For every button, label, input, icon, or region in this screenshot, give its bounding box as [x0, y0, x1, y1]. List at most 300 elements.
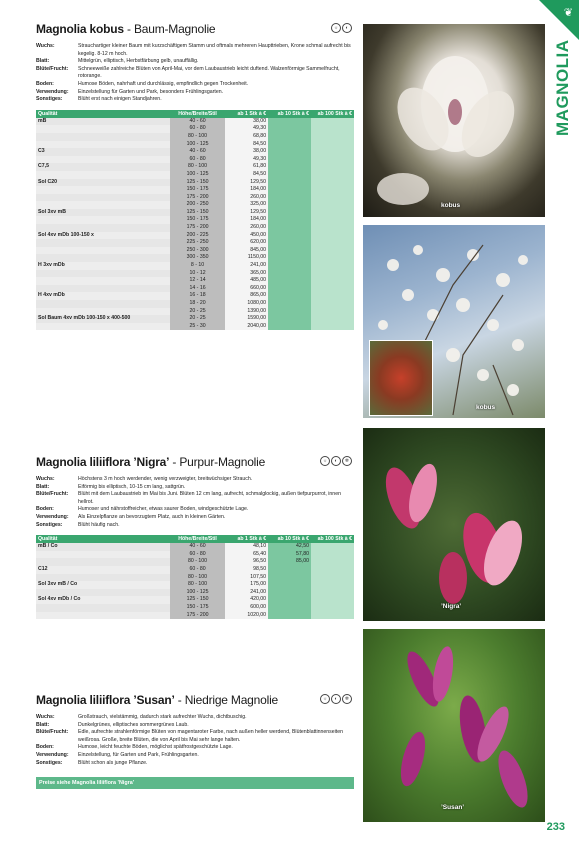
table-cell: [268, 589, 311, 597]
site-icons: [331, 23, 352, 33]
section-magnolia-nigra: [36, 455, 354, 619]
table-cell: [268, 125, 311, 133]
table-row: [36, 270, 354, 278]
info-key: Boden:: [36, 506, 54, 513]
table-cell: 60 - 80: [170, 156, 225, 164]
table-cell: [268, 315, 311, 323]
table-cell: [36, 224, 170, 232]
info-key: Sonstiges:: [36, 96, 63, 103]
table-cell: 865,00: [225, 292, 268, 300]
table-cell: 660,00: [225, 285, 268, 293]
table-cell: 241,00: [225, 589, 268, 597]
table-cell: 38,00: [225, 118, 268, 126]
info-list: [36, 476, 354, 529]
table-cell: 150 - 175: [170, 216, 225, 224]
table-cell: [311, 239, 354, 247]
table-cell: 1590,00: [225, 315, 268, 323]
info-row: [36, 476, 354, 484]
table-cell: 125 - 150: [170, 179, 225, 187]
table-cell: H 3xv mDb: [36, 262, 170, 270]
site-icons: [320, 456, 352, 466]
table-cell: [311, 179, 354, 187]
info-value: Humoser und nährstoffreicher, etwas saurer Boden, windgeschützte Lage.: [78, 506, 249, 513]
column-header: Höhe/Breite/Stil: [170, 535, 225, 543]
table-cell: 65,40: [225, 551, 268, 559]
table-cell: [36, 254, 170, 262]
table-cell: [268, 224, 311, 232]
table-cell: [36, 141, 170, 149]
table-cell: 175 - 200: [170, 224, 225, 232]
table-row: [36, 551, 354, 559]
table-cell: Sol C20: [36, 179, 170, 187]
table-cell: [311, 247, 354, 255]
table-cell: 12 - 14: [170, 277, 225, 285]
table-cell: 100 - 125: [170, 141, 225, 149]
info-value: Blüht mit dem Laubaustrieb im Mai bis Juni. Blüten 12 cm lang, aufrecht, schmalglockig, außen tiefpurpurrot, innen hellrot.: [78, 491, 341, 505]
info-key: Blatt:: [36, 483, 50, 490]
table-cell: 100 - 125: [170, 589, 225, 597]
table-cell: 25 - 30: [170, 323, 225, 331]
table-cell: 365,00: [225, 270, 268, 278]
table-cell: 60 - 80: [170, 551, 225, 559]
table-cell: [311, 118, 354, 126]
table-cell: 1020,00: [225, 612, 268, 620]
table-cell: [311, 148, 354, 156]
table-cell: [268, 262, 311, 270]
table-header: [36, 535, 354, 543]
table-cell: 20 - 25: [170, 315, 225, 323]
table-cell: [36, 171, 170, 179]
info-key: Verwendung:: [36, 88, 69, 95]
table-cell: [268, 118, 311, 126]
table-cell: 96,50: [225, 558, 268, 566]
info-key: Wuchs:: [36, 714, 55, 720]
table-cell: 49,30: [225, 156, 268, 164]
table-cell: [311, 209, 354, 217]
table-cell: [311, 186, 354, 194]
table-cell: [36, 239, 170, 247]
table-cell: [311, 277, 354, 285]
column-header: Qualität: [36, 110, 170, 118]
table-cell: [268, 277, 311, 285]
table-row: [36, 581, 354, 589]
inset-fruit-image: [369, 340, 433, 416]
table-row: [36, 194, 354, 202]
table-row: [36, 558, 354, 566]
info-key: Sonstiges:: [36, 521, 63, 528]
table-cell: [311, 558, 354, 566]
info-row: [36, 522, 354, 530]
table-cell: [36, 216, 170, 224]
table-cell: [311, 574, 354, 582]
info-key: Verwendung:: [36, 513, 69, 520]
table-cell: [311, 216, 354, 224]
table-cell: 241,00: [225, 262, 268, 270]
table-cell: [311, 300, 354, 308]
table-row: [36, 277, 354, 285]
info-key: Verwendung:: [36, 751, 69, 758]
table-row: [36, 186, 354, 194]
info-key: Blüte/Frucht:: [36, 729, 69, 736]
table-cell: [268, 216, 311, 224]
column-header: ab 10 Stk à €: [268, 535, 311, 543]
info-key: Blatt:: [36, 721, 50, 728]
table-cell: 80 - 100: [170, 581, 225, 589]
table-cell: [311, 604, 354, 612]
table-cell: [36, 285, 170, 293]
table-row: [36, 148, 354, 156]
table-cell: [268, 596, 311, 604]
table-cell: 175 - 200: [170, 612, 225, 620]
table-row: [36, 308, 354, 316]
photo-nigra: [363, 428, 545, 621]
table-cell: 10 - 12: [170, 270, 225, 278]
table-row: [36, 315, 354, 323]
table-cell: 40 - 60: [170, 543, 225, 551]
table-cell: [268, 247, 311, 255]
table-cell: [268, 194, 311, 202]
table-cell: [36, 604, 170, 612]
frost-icon: ❄: [342, 456, 352, 466]
table-cell: [311, 194, 354, 202]
table-cell: [268, 323, 311, 331]
info-value: Höchstens 3 m hoch werdender, wenig verzweigter, breitwüchsiger Strauch.: [78, 476, 253, 482]
table-row: [36, 292, 354, 300]
table-cell: [311, 285, 354, 293]
column-header: Höhe/Breite/Stil: [170, 110, 225, 118]
table-cell: 129,50: [225, 209, 268, 217]
table-cell: [311, 589, 354, 597]
info-value: Großstrauch, vielstämmig, dadurch stark aufrechter Wuchs, dichtbuschig.: [78, 714, 247, 720]
table-cell: 325,00: [225, 201, 268, 209]
table-cell: [311, 315, 354, 323]
table-cell: 16 - 18: [170, 292, 225, 300]
table-cell: [311, 254, 354, 262]
half-shade-icon: ◐: [331, 694, 341, 704]
table-row: [36, 604, 354, 612]
table-cell: 1150,00: [225, 254, 268, 262]
page-number: 233: [546, 821, 565, 833]
table-cell: 200 - 250: [170, 201, 225, 209]
info-value: Dunkelgrünes, elliptisches sommergrünes Laub.: [78, 721, 189, 728]
table-cell: 40 - 60: [170, 148, 225, 156]
photo-caption: ’Susan’: [441, 804, 465, 811]
table-cell: 129,50: [225, 179, 268, 187]
photo-kobus-closeup: [363, 24, 545, 217]
table-cell: [268, 285, 311, 293]
table-row: [36, 179, 354, 187]
column-header: Qualität: [36, 535, 170, 543]
table-cell: 80 - 100: [170, 574, 225, 582]
half-shade-icon: ◐: [342, 23, 352, 33]
table-cell: 18 - 20: [170, 300, 225, 308]
table-row: [36, 254, 354, 262]
table-cell: 84,50: [225, 171, 268, 179]
table-cell: 49,30: [225, 125, 268, 133]
table-cell: [36, 612, 170, 620]
table-cell: [311, 323, 354, 331]
info-key: Boden:: [36, 80, 54, 87]
table-row: [36, 239, 354, 247]
table-cell: [268, 292, 311, 300]
info-value: Edle, aufrechte strahlenförmige Blüten von magentaroter Farbe, nach außen heller werdend, Blütenblattinnenseiten weißrosa. Große, breite Blüten, die von April bis Mai sehr lange halten.: [78, 729, 344, 743]
info-row: [36, 506, 354, 514]
info-row: [36, 58, 354, 66]
info-row: [36, 81, 354, 89]
info-value: Einzelstellung für Garten und Park, besonders Frühlingsgarten.: [78, 88, 224, 95]
info-row: [36, 752, 354, 760]
photo-caption: kobus: [476, 404, 496, 411]
table-cell: [268, 308, 311, 316]
table-row: [36, 224, 354, 232]
table-cell: Sol 3xv mB / Co: [36, 581, 170, 589]
table-row: [36, 262, 354, 270]
info-row: [36, 43, 354, 58]
table-row: [36, 141, 354, 149]
info-row: [36, 722, 354, 730]
table-cell: [36, 308, 170, 316]
table-cell: [268, 179, 311, 187]
table-row: [36, 612, 354, 620]
table-cell: [311, 224, 354, 232]
table-cell: [311, 566, 354, 574]
table-cell: 80 - 100: [170, 133, 225, 141]
column-header: ab 1 Stk à €: [225, 110, 268, 118]
table-cell: [36, 551, 170, 559]
table-cell: [311, 133, 354, 141]
table-cell: [311, 612, 354, 620]
table-cell: 250 - 300: [170, 247, 225, 255]
table-cell: [268, 270, 311, 278]
table-cell: [36, 156, 170, 164]
info-key: Blatt:: [36, 58, 50, 65]
info-list: [36, 43, 354, 104]
info-list: [36, 714, 354, 767]
table-row: [36, 247, 354, 255]
price-table: [36, 535, 354, 619]
table-cell: 620,00: [225, 239, 268, 247]
table-cell: [268, 566, 311, 574]
table-row: [36, 285, 354, 293]
info-value: Einzelstellung, für Garten und Park, Frühlingsgarten.: [78, 751, 199, 758]
table-cell: [311, 141, 354, 149]
table-cell: [311, 308, 354, 316]
info-row: [36, 66, 354, 81]
column-header: ab 100 Stk à €: [311, 535, 354, 543]
info-key: Blüte/Frucht:: [36, 491, 69, 498]
sun-icon: ☼: [320, 694, 330, 704]
table-row: [36, 566, 354, 574]
table-cell: [268, 163, 311, 171]
table-cell: [268, 574, 311, 582]
table-cell: [268, 209, 311, 217]
table-row: [36, 216, 354, 224]
table-cell: [268, 156, 311, 164]
table-row: [36, 209, 354, 217]
side-label: MAGNOLIA: [553, 39, 572, 136]
table-cell: Sol 3xv mB: [36, 209, 170, 217]
table-cell: 84,50: [225, 141, 268, 149]
flower-image: [363, 629, 545, 822]
info-row: [36, 484, 354, 492]
info-row: [36, 744, 354, 752]
table-cell: 600,00: [225, 604, 268, 612]
flower-image: [363, 24, 545, 217]
info-value: Strauchartiger kleiner Baum mit kurzschäftigem Stamm und oftmals mehreren Haupttrieben, Krone schmal aufrecht bis kegelig. 8-12 m hoch.: [78, 43, 351, 57]
info-key: Sonstiges:: [36, 759, 63, 766]
table-cell: 38,00: [225, 148, 268, 156]
frost-icon: ❄: [342, 694, 352, 704]
table-cell: Sol Baum 4xv mDb 100-150 x 400-500: [36, 315, 170, 323]
info-row: [36, 514, 354, 522]
table-cell: [268, 239, 311, 247]
table-cell: [36, 247, 170, 255]
table-row: [36, 163, 354, 171]
table-cell: 125 - 150: [170, 596, 225, 604]
table-cell: 184,00: [225, 186, 268, 194]
table-cell: [36, 201, 170, 209]
info-value: Schneeweiße zahlreiche Blüten von April-Mai, vor dem Laubaustrieb leicht duftend. Walzenförmige Sammelfrucht, rotorange.: [78, 65, 340, 80]
table-cell: 420,00: [225, 596, 268, 604]
table-cell: 845,00: [225, 247, 268, 255]
table-cell: [311, 232, 354, 240]
table-cell: [311, 270, 354, 278]
table-cell: 300 - 350: [170, 254, 225, 262]
table-cell: [36, 133, 170, 141]
table-cell: [268, 612, 311, 620]
table-row: [36, 171, 354, 179]
info-value: Humose, leicht feuchte Böden, möglichst spätfrostgeschützte Lage.: [78, 744, 233, 751]
table-cell: mB: [36, 118, 170, 126]
table-cell: 260,00: [225, 224, 268, 232]
info-key: Wuchs:: [36, 476, 55, 482]
table-cell: 150 - 175: [170, 604, 225, 612]
table-cell: 225 - 250: [170, 239, 225, 247]
flower-image: [363, 428, 545, 621]
table-cell: [311, 125, 354, 133]
table-cell: 40 - 60: [170, 118, 225, 126]
info-value: Humose Böden, nahrhaft und durchlässig, empfindlich gegen Trockenheit.: [78, 80, 249, 87]
info-row: [36, 729, 354, 744]
table-cell: 14 - 16: [170, 285, 225, 293]
table-cell: 80 - 100: [170, 558, 225, 566]
table-cell: 98,50: [225, 566, 268, 574]
table-cell: [268, 171, 311, 179]
corner-tab: [539, 0, 579, 40]
table-row: [36, 201, 354, 209]
table-cell: 60 - 80: [170, 125, 225, 133]
column-header: ab 100 Stk à €: [311, 110, 354, 118]
table-cell: [268, 254, 311, 262]
table-cell: [36, 186, 170, 194]
table-cell: C12: [36, 566, 170, 574]
table-cell: 42,50: [268, 543, 311, 551]
info-row: [36, 491, 354, 506]
info-key: Wuchs:: [36, 43, 55, 49]
table-cell: C3: [36, 148, 170, 156]
table-cell: 61,80: [225, 163, 268, 171]
table-row: [36, 133, 354, 141]
info-value: Blüht schon als junge Pflanze.: [78, 759, 148, 766]
table-cell: [268, 581, 311, 589]
table-cell: [311, 201, 354, 209]
info-row: [36, 714, 354, 722]
table-cell: Sol 4xv mDb 100-150 x: [36, 232, 170, 240]
table-cell: [36, 300, 170, 308]
table-row: [36, 232, 354, 240]
table-cell: [311, 543, 354, 551]
table-cell: 125 - 150: [170, 209, 225, 217]
table-cell: 1080,00: [225, 300, 268, 308]
table-cell: 100 - 125: [170, 171, 225, 179]
info-value: Blüht häufig nach.: [78, 521, 120, 528]
sun-icon: ☼: [320, 456, 330, 466]
table-cell: [36, 558, 170, 566]
photo-caption: kobus: [441, 202, 461, 209]
table-cell: mB / Co: [36, 543, 170, 551]
table-cell: [36, 125, 170, 133]
table-cell: [268, 201, 311, 209]
table-cell: [311, 596, 354, 604]
column-header: ab 10 Stk à €: [268, 110, 311, 118]
sun-icon: ☼: [331, 23, 341, 33]
table-cell: 80 - 100: [170, 163, 225, 171]
column-header: ab 1 Stk à €: [225, 535, 268, 543]
section-title: Magnolia kobus - Baum-Magnolie: [36, 22, 216, 36]
photo-kobus-tree: [363, 225, 545, 418]
table-cell: 485,00: [225, 277, 268, 285]
info-row: [36, 96, 354, 104]
table-cell: 175,00: [225, 581, 268, 589]
info-row: [36, 89, 354, 97]
table-cell: [311, 163, 354, 171]
table-cell: [268, 133, 311, 141]
table-cell: [36, 323, 170, 331]
table-header: [36, 110, 354, 118]
info-value: Mittelgrün, elliptisch, Herbstfärbung gelb, unauffällig.: [78, 58, 199, 65]
table-cell: [268, 604, 311, 612]
table-cell: [311, 262, 354, 270]
table-row: [36, 125, 354, 133]
section-title: Magnolia liliiflora ’Nigra’ - Purpur-Magnolie: [36, 455, 266, 469]
info-key: Boden:: [36, 744, 54, 751]
half-shade-icon: ◐: [331, 456, 341, 466]
leaf-icon: ❦: [563, 7, 573, 19]
table-cell: [311, 581, 354, 589]
section-magnolia-kobus: [36, 22, 354, 330]
table-row: [36, 596, 354, 604]
photo-susan: [363, 629, 545, 822]
info-value: Als Einzelpflanze an bevorzugtem Platz, auch in kleinen Gärten.: [78, 513, 226, 520]
table-cell: [36, 574, 170, 582]
table-cell: [36, 194, 170, 202]
table-cell: 48,10: [225, 543, 268, 551]
table-cell: [311, 551, 354, 559]
table-cell: [311, 156, 354, 164]
table-cell: 450,00: [225, 232, 268, 240]
table-cell: 2040,00: [225, 323, 268, 331]
table-cell: Sol 4xv mDb / Co: [36, 596, 170, 604]
table-row: [36, 118, 354, 126]
table-cell: [268, 148, 311, 156]
table-cell: 1390,00: [225, 308, 268, 316]
table-cell: 68,80: [225, 133, 268, 141]
info-row: [36, 760, 354, 768]
section-title: Magnolia liliiflora ’Susan’ - Niedrige Magnolie: [36, 693, 279, 707]
table-cell: 184,00: [225, 216, 268, 224]
table-row: [36, 300, 354, 308]
table-cell: 60 - 80: [170, 566, 225, 574]
